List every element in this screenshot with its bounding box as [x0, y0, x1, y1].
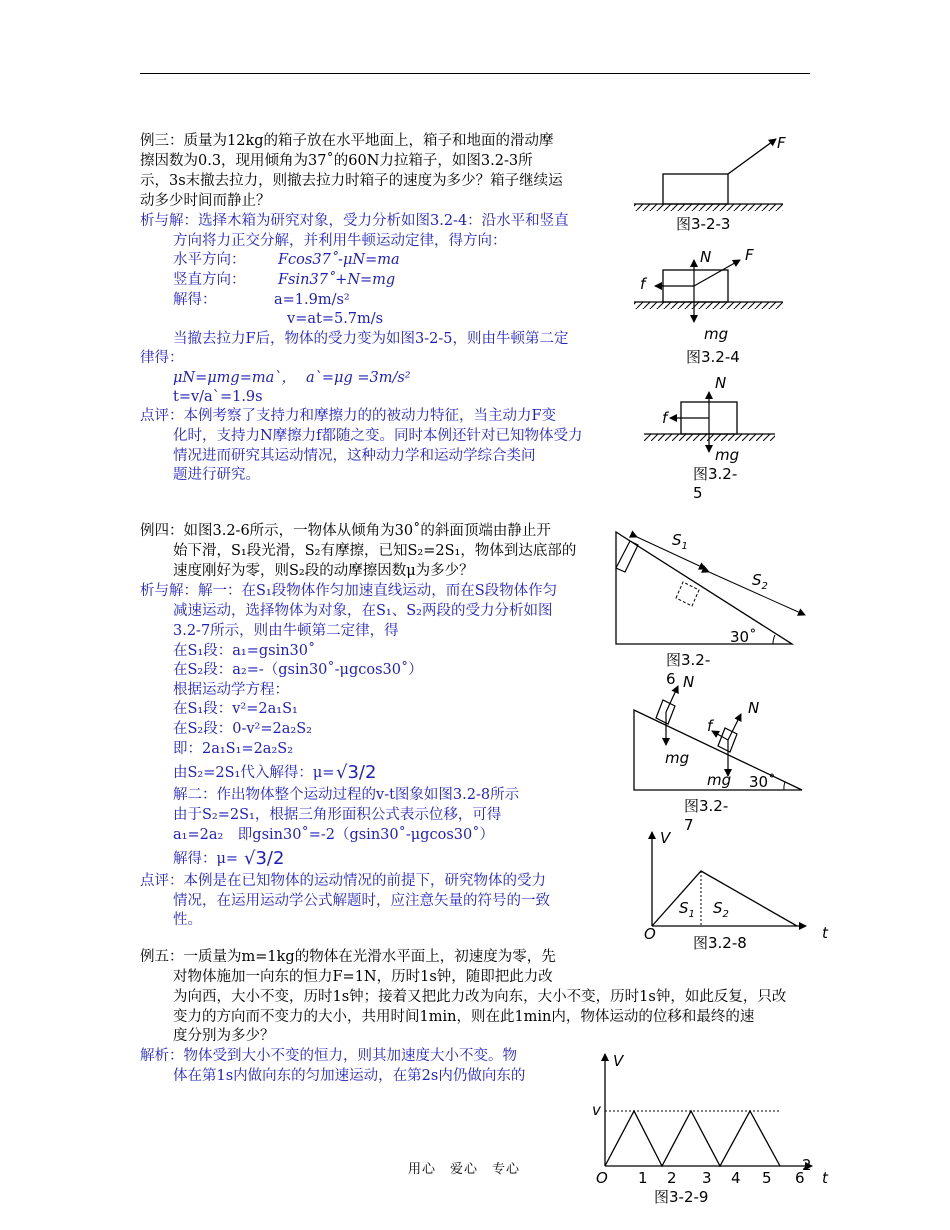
normal-force-arrow-s2 — [728, 714, 741, 740]
force-label-F: F — [777, 134, 786, 152]
caption-3-2-7a: 图3.2- — [684, 797, 729, 815]
ex4-s1-acceleration: 在S₁段：a₁=gsin30˚ — [173, 643, 316, 659]
label-mg2: mg — [707, 771, 732, 789]
ex3-comment-line1: 点评：本例考察了支持力和摩擦力的的被动力特征，当主动力F变 — [140, 408, 557, 424]
caption-3-2-5a: 图3.2- — [693, 465, 738, 483]
label-S2: $S_2$ — [752, 571, 768, 592]
vt-zigzag — [605, 1111, 780, 1166]
angle-arc — [784, 782, 785, 790]
ex3-solution-line8: 律得： — [140, 350, 184, 366]
caption-3-2-6b: 6 — [666, 670, 676, 688]
ex5-question-line2: 对物体施加一向东的恒力F=1N，历时1s钟，随即把此力改 — [173, 969, 553, 985]
ex4-question-line2: 始下滑，S₁段光滑，S₂有摩擦，已知S₂=2S₁，物体到达底部的 — [173, 543, 577, 559]
ex4-kinematics-label: 根据运动学方程： — [173, 682, 289, 698]
tick-1: 1 — [638, 1169, 648, 1187]
ex3-velocity: v=at=5.7m/s — [287, 311, 384, 327]
pull-force-arrow — [728, 139, 776, 174]
label-t: t — [822, 924, 828, 942]
block-top — [616, 541, 638, 572]
ex4-result-value: √3/2 — [336, 762, 377, 783]
label-v: v — [592, 1101, 601, 1119]
label-S1: $S_1$ — [672, 531, 688, 552]
ex3-friction-equation: μN=μmg=ma`， — [173, 370, 297, 386]
block-midpoint — [676, 582, 699, 606]
caption-3-2-9: 图3-2-9 — [654, 1188, 709, 1206]
ex4-solution-line3: 3.2-7所示，则由牛顿第二定律，得 — [173, 623, 399, 639]
tick-3: 3 — [702, 1169, 712, 1187]
ground-hatch — [634, 302, 783, 309]
label-t: t — [822, 1169, 828, 1187]
ex3-horizontal-equation: Fcos37˚-μN=ma — [278, 252, 400, 268]
ex4-method2-line3: a₁=2a₂ 即gsin30˚=-2（gsin30˚-μgcos30˚） — [173, 827, 494, 843]
label-V: V — [660, 829, 671, 847]
angle-label: 30˚ — [749, 773, 776, 791]
caption-3-2-8: 图3.2-8 — [693, 934, 747, 952]
angle-arc — [773, 635, 775, 644]
label-mg: mg — [715, 446, 740, 464]
ex4-question-line3: 速度刚好为零，则S₂段的动摩擦因数μ为多少？ — [173, 563, 474, 579]
normal-force-arrow-s1 — [666, 686, 678, 712]
tick-4: 4 — [731, 1169, 741, 1187]
ex5-question-line3: 为向西，大小不变，历时1s钟；接着又把此力改为向东，大小不变，历时1s钟，如此反复，只改 — [173, 989, 787, 1005]
ex4-comment-line2: 情况，在运用运动学公式解题时，应注意矢量的符号的一致 — [173, 893, 550, 909]
ex3-comment-line2: 化时，支持力N摩擦力f都随之变。同时本例还针对已知物体受力 — [173, 428, 583, 444]
ex4-question-line1: 例四：如图3.2-6所示，一物体从倾角为30˚的斜面顶端由静止开 — [140, 523, 551, 539]
ex3-solution-line7: 当撤去拉力F后，物体的受力变为如图3-2-5，则由牛顿第二定 — [173, 331, 569, 347]
ex3-deceleration: a`=μg =3m/s² — [306, 370, 411, 386]
ex4-s2-acceleration: 在S₂段：a₂=-（gsin30˚-μgcos30˚） — [173, 662, 423, 678]
label-f: f — [640, 275, 646, 293]
ex3-vertical-equation: Fsin37˚+N=mg — [278, 272, 396, 288]
ex3-question-line4: 动多少时间而静止？ — [140, 193, 271, 209]
ex4-comment-line3: 性。 — [173, 912, 202, 928]
ex3-question-line3: 示，3s末撤去拉力，则撤去拉力时箱子的速度为多少？箱子继续运 — [140, 173, 563, 189]
label-mg: mg — [704, 325, 729, 343]
ex5-question-line5: 度分别为多少？ — [173, 1028, 275, 1044]
caption-3-2-5b: 5 — [693, 484, 703, 502]
ex3-question-line2: 擦因数为0.3，现用倾角为37˚的60N力拉箱子，如图3.2-3所 — [140, 153, 533, 169]
ex4-result2-value: √3/2 — [244, 848, 285, 869]
ex3-vertical-label: 竖直方向： — [173, 272, 246, 288]
label-f: f — [662, 409, 668, 427]
tick-2: 2 — [667, 1169, 677, 1187]
label-S2: $S_2$ — [713, 899, 729, 920]
ex3-comment-line4: 题进行研究。 — [173, 467, 260, 483]
ex4-solution-line2: 减速运动，选择物体为对象，在S₁、S₂两段的受力分析如图 — [173, 603, 553, 619]
ground-hatch — [634, 204, 783, 211]
ex5-analysis-line1: 解析：物体受到大小不变的恒力，则其加速度大小不变。物 — [140, 1048, 517, 1064]
ex4-method2-line1: 解二：作出物体整个运动过程的v-t图象如图3.2-8所示 — [173, 787, 520, 803]
label-S1: $S_1$ — [679, 899, 695, 920]
ex4-solution-line1: 析与解：解一：在S₁段物体作匀加速直线运动，而在S段物体作匀 — [140, 583, 558, 599]
ex4-s2-kinematics: 在S₂段：0-v²=2a₂S₂ — [173, 721, 312, 737]
label-N1: N — [683, 673, 695, 691]
figure-3-2-7 — [634, 673, 802, 791]
ex4-result-text: 由S₂=2S₁代入解得：μ= — [173, 765, 335, 781]
label-mg1: mg — [665, 749, 690, 767]
figure-3-2-6 — [616, 531, 805, 646]
ex5-question-line4: 变力的方向而不变力的大小，共用时间1min，则在此1min内，物体运动的位移和最终的速 — [173, 1009, 755, 1025]
friction-arrow-s2 — [712, 731, 728, 740]
ex3-acceleration: a=1.9m/s² — [274, 292, 350, 308]
label-O: O — [596, 1169, 608, 1187]
label-N: N — [715, 374, 727, 392]
ex4-comment-line1: 点评：本例是在已知物体的运动情况的前提下，研究物体的受力 — [140, 873, 546, 889]
ex3-horizontal-label: 水平方向： — [173, 252, 246, 268]
figure-3-2-5 — [644, 374, 775, 464]
tick-extra: 2 — [802, 1156, 812, 1174]
tick-5: 5 — [762, 1169, 772, 1187]
caption-3-2-3: 图3-2-3 — [676, 215, 731, 233]
ex5-analysis-line2: 体在第1s内做向东的匀加速运动，在第2s内仍做向东的 — [173, 1068, 526, 1084]
figure-3-2-4 — [634, 246, 783, 343]
box — [663, 174, 728, 204]
caption-3-2-7b: 7 — [684, 816, 694, 834]
caption-3-2-6a: 图3.2- — [666, 651, 711, 669]
ex3-solve-label: 解得： — [173, 292, 217, 308]
angle-label: 30˚ — [730, 628, 757, 646]
ex5-question-line1: 例五：一质量为m=1kg的物体在光滑水平面上，初速度为零，先 — [140, 949, 556, 965]
label-N: N — [700, 248, 712, 266]
ex3-solution-line2: 方向将力正交分解，并利用牛顿运动定律，得方向： — [173, 233, 507, 249]
figure-3-2-8 — [644, 829, 829, 943]
label-N2: N — [748, 699, 760, 717]
figure-3-2-3 — [634, 134, 786, 211]
label-F: F — [745, 246, 754, 264]
ex4-s1-kinematics: 在S₁段：v²=2a₁S₁ — [173, 701, 298, 717]
label-V: V — [613, 1052, 624, 1070]
ex4-result2-text: 解得：μ= — [173, 851, 239, 867]
label-O: O — [644, 925, 656, 943]
ex3-question-line1: 例三：质量为12kg的箱子放在水平地面上，箱子和地面的滑动摩 — [140, 133, 554, 149]
ex3-solution-line1: 析与解：选择木箱为研究对象，受力分析如图3.2-4：沿水平和竖直 — [140, 213, 569, 229]
caption-3-2-4: 图3.2-4 — [686, 348, 740, 366]
page-footer: 用心 爱心 专心 — [408, 1162, 521, 1177]
label-f: f — [707, 717, 713, 735]
ex3-time: t=v/a`=1.9s — [173, 389, 263, 405]
ex3-comment-line3: 情况进而研究其运动情况，这种动力学和运动学综合类问 — [173, 448, 536, 464]
figure-3-2-9 — [592, 1052, 829, 1187]
ex4-method2-line2: 由于S₂=2S₁，根据三角形面积公式表示位移，可得 — [173, 807, 502, 823]
ex4-combined-equation: 即：2a₁S₁=2a₂S₂ — [173, 741, 294, 757]
tick-6: 6 — [795, 1169, 805, 1187]
